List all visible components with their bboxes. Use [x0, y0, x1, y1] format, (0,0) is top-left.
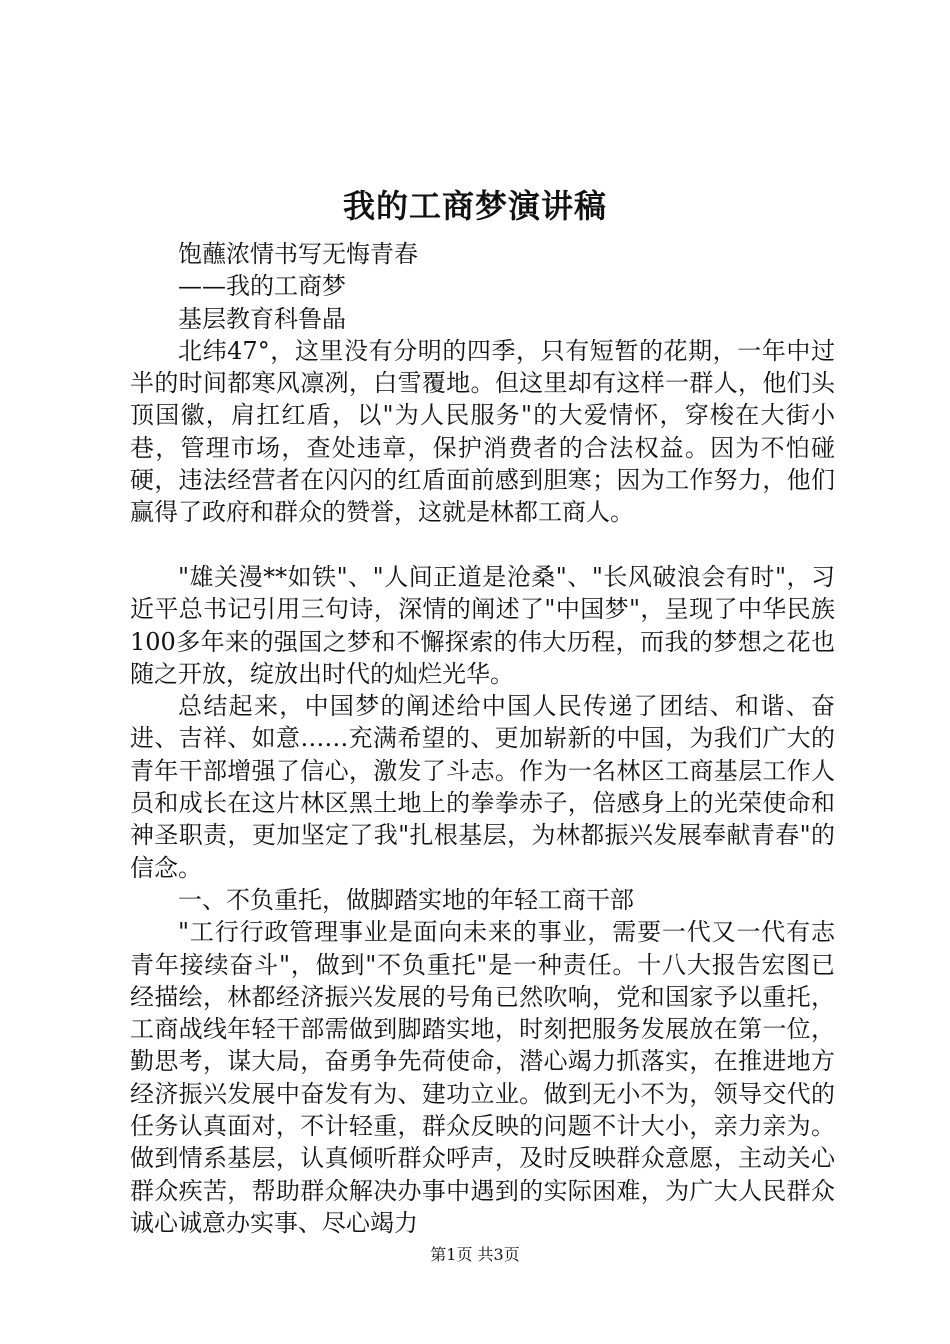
body-paragraph: 总结起来，中国梦的阐述给中国人民传递了团结、和谐、奋进、吉祥、如意……充满希望的、更加崭新的中国，为我们广大的青年干部增强了信心，激发了斗志。作为一名林区工商基层工作人员和成长在这片林区黑土地上的拳拳赤子，倍感身上的光荣使命和神圣职责，更加坚定了我"扎根基层，为林都振兴发展奉献青春"的信念。 [130, 692, 835, 882]
subtitle-dash-line: ——我的工商梦 [178, 272, 346, 301]
document-body [130, 238, 835, 1239]
page-number-footer: 第1页 共3页 [430, 1245, 520, 1264]
section-heading: 一、不负重托，做脚踏实地的年轻工商干部 [178, 885, 634, 914]
author-line: 基层教育科鲁晶 [178, 304, 346, 333]
body-paragraph: "雄关漫**如铁"、"人间正道是沧桑"、"长风破浪会有时"，习近平总书记引用三句诗，深情的阐述了"中国梦"，呈现了中华民族100多年来的强国之梦和不懈探索的伟大历程，而我的梦想之花也随之开放，绽放出时代的灿烂光华。 [130, 562, 835, 688]
paragraph-spacer [130, 529, 835, 561]
subtitle-line: 饱蘸浓情书写无悔青春 [178, 240, 418, 268]
body-paragraph: "工行行政管理事业是面向未来的事业，需要一代又一代有志青年接续奋斗"，做到"不负重托"是一种责任。十八大报告宏图已经描绘，林都经济振兴发展的号角已然吹响，党和国家予以重托，工商战线年轻干部需做到脚踏实地，时刻把服务发展放在第一位，勤思考，谋大局，奋勇争先荷使命，潜心竭力抓落实，在推进地方经济振兴发展中奋发有为、建功立业。做到无小不为，领导交代的任务认真面对，不计轻重，群众反映的问题不计大小，亲力亲为。做到情系基层，认真倾听群众呼声，及时反映群众意愿，主动关心群众疾苦，帮助群众解决办事中遇到的实际困难，为广大人民群众诚心诚意办实事、尽心竭力 [130, 918, 835, 1237]
document-title: 我的工商梦演讲稿 [342, 187, 607, 225]
body-paragraph: 北纬47°，这里没有分明的四季，只有短暂的花期，一年中过半的时间都寒风凛冽，白雪覆地。但这里却有这样一群人，他们头顶国徽，肩扛红盾，以"为人民服务"的大爱情怀，穿梭在大街小巷，管理市场，查处违章，保护消费者的合法权益。因为不怕碰硬，违法经营者在闪闪的红盾面前感到胆寒；因为工作努力，他们赢得了政府和群众的赞誉，这就是林都工商人。 [130, 336, 835, 527]
